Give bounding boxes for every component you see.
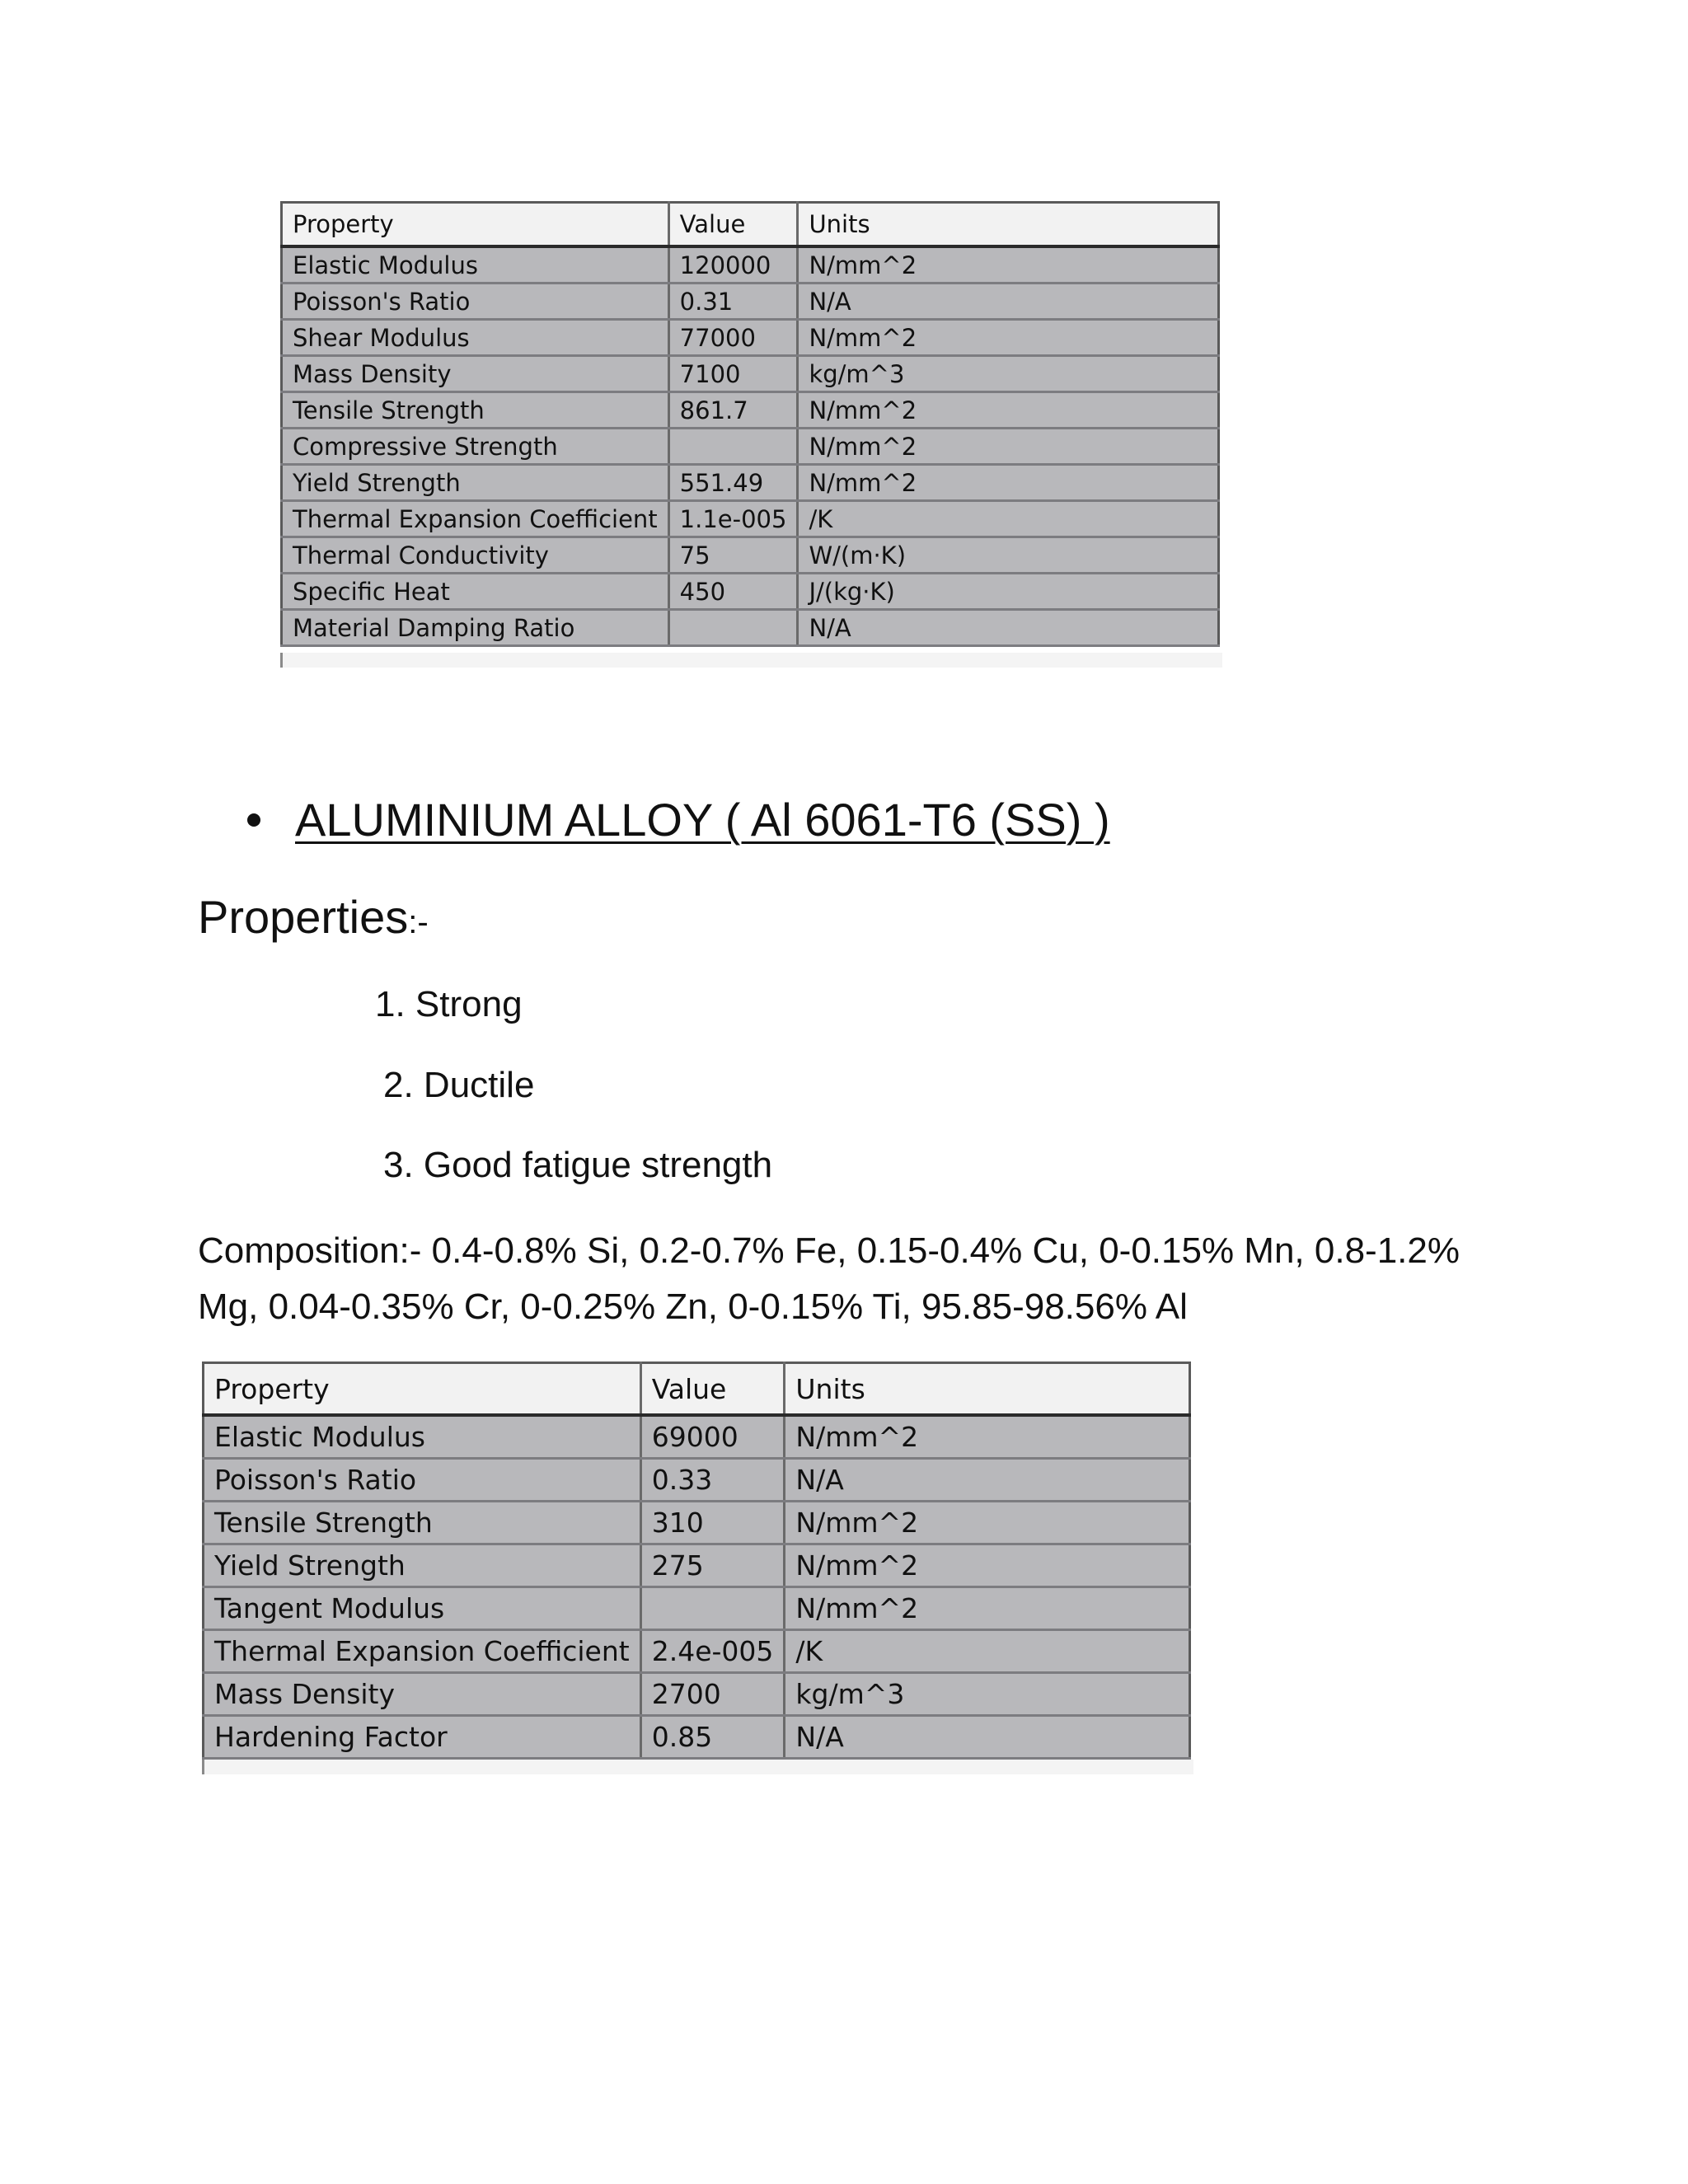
table-row bbox=[282, 320, 1219, 356]
composition-text: Composition:- 0.4-0.8% Si, 0.2-0.7% Fe, 0.15-0.4% Cu, 0-0.15% Mn, 0.8-1.2% Mg, 0.04-0.35% Cr, 0-0.25% Zn, 0-0.15% Ti, 95.85-98.56% Al bbox=[198, 1230, 1460, 1327]
property-cell: Compressive Strength bbox=[282, 429, 669, 465]
value-cell: 7100 bbox=[668, 356, 798, 392]
table-row bbox=[282, 356, 1219, 392]
value-cell bbox=[668, 610, 798, 646]
table-row bbox=[282, 246, 1219, 284]
table-row bbox=[204, 1587, 1190, 1630]
properties-table bbox=[280, 201, 1220, 647]
property-cell: Mass Density bbox=[204, 1673, 641, 1716]
property-cell: Tensile Strength bbox=[204, 1502, 641, 1544]
table-row bbox=[204, 1544, 1190, 1587]
table-row bbox=[282, 610, 1219, 646]
units-cell: /K bbox=[798, 501, 1219, 537]
table-row bbox=[204, 1415, 1190, 1459]
column-header-property: Property bbox=[204, 1363, 641, 1416]
properties-label: Properties bbox=[198, 891, 409, 943]
property-cell: Poisson's Ratio bbox=[282, 284, 669, 320]
table-bottom-edge bbox=[280, 653, 1222, 668]
table-row bbox=[204, 1673, 1190, 1716]
value-cell: 0.85 bbox=[640, 1716, 785, 1759]
property-cell: Yield Strength bbox=[282, 465, 669, 501]
list-item: 3. Good fatigue strength bbox=[383, 1145, 773, 1185]
table-row bbox=[204, 1502, 1190, 1544]
property-cell: Specific Heat bbox=[282, 574, 669, 610]
value-cell bbox=[668, 429, 798, 465]
units-cell: N/mm^2 bbox=[785, 1544, 1190, 1587]
value-cell: 310 bbox=[640, 1502, 785, 1544]
units-cell: /K bbox=[785, 1630, 1190, 1673]
property-cell: Mass Density bbox=[282, 356, 669, 392]
value-cell: 2.4e-005 bbox=[640, 1630, 785, 1673]
column-header-units: Units bbox=[785, 1363, 1190, 1416]
property-cell: Shear Modulus bbox=[282, 320, 669, 356]
property-cell: Tensile Strength bbox=[282, 392, 669, 429]
units-cell: kg/m^3 bbox=[785, 1673, 1190, 1716]
value-cell: 551.49 bbox=[668, 465, 798, 501]
value-cell: 120000 bbox=[668, 246, 798, 284]
table-row bbox=[282, 537, 1219, 574]
value-cell: 1.1e-005 bbox=[668, 501, 798, 537]
property-cell: Thermal Conductivity bbox=[282, 537, 669, 574]
value-cell: 75 bbox=[668, 537, 798, 574]
property-cell: Elastic Modulus bbox=[204, 1415, 641, 1459]
units-cell: N/A bbox=[798, 284, 1219, 320]
property-cell: Hardening Factor bbox=[204, 1716, 641, 1759]
table-bottom-edge bbox=[202, 1760, 1193, 1774]
table-row bbox=[282, 501, 1219, 537]
table-row bbox=[282, 392, 1219, 429]
list-item: 1. Strong bbox=[375, 984, 523, 1024]
material-properties-table-2 bbox=[202, 1361, 1191, 1760]
units-cell: N/mm^2 bbox=[785, 1502, 1190, 1544]
units-cell: N/mm^2 bbox=[798, 465, 1219, 501]
property-cell: Material Damping Ratio bbox=[282, 610, 669, 646]
value-cell: 0.33 bbox=[640, 1459, 785, 1502]
properties-suffix: :- bbox=[408, 904, 429, 940]
section-heading bbox=[247, 793, 1110, 846]
property-cell: Yield Strength bbox=[204, 1544, 641, 1587]
property-cell: Poisson's Ratio bbox=[204, 1459, 641, 1502]
properties-table bbox=[202, 1361, 1191, 1760]
value-cell: 275 bbox=[640, 1544, 785, 1587]
property-cell: Thermal Expansion Coefficient bbox=[204, 1630, 641, 1673]
value-cell bbox=[640, 1587, 785, 1630]
property-cell: Thermal Expansion Coefficient bbox=[282, 501, 669, 537]
units-cell: N/A bbox=[798, 610, 1219, 646]
property-cell: Elastic Modulus bbox=[282, 246, 669, 284]
units-cell: N/A bbox=[785, 1716, 1190, 1759]
bullet-icon bbox=[247, 813, 260, 827]
table-row bbox=[282, 284, 1219, 320]
column-header-value: Value bbox=[640, 1363, 785, 1416]
value-cell: 861.7 bbox=[668, 392, 798, 429]
table-header-row bbox=[282, 203, 1219, 247]
value-cell: 2700 bbox=[640, 1673, 785, 1716]
value-cell: 77000 bbox=[668, 320, 798, 356]
table-row bbox=[204, 1716, 1190, 1759]
table-row bbox=[204, 1459, 1190, 1502]
value-cell: 0.31 bbox=[668, 284, 798, 320]
column-header-units: Units bbox=[798, 203, 1219, 247]
value-cell: 450 bbox=[668, 574, 798, 610]
units-cell: N/mm^2 bbox=[785, 1415, 1190, 1459]
units-cell: W/(m·K) bbox=[798, 537, 1219, 574]
table-row bbox=[282, 574, 1219, 610]
properties-heading bbox=[198, 890, 429, 944]
units-cell: N/mm^2 bbox=[785, 1587, 1190, 1630]
value-cell: 69000 bbox=[640, 1415, 785, 1459]
units-cell: kg/m^3 bbox=[798, 356, 1219, 392]
column-header-property: Property bbox=[282, 203, 669, 247]
units-cell: N/mm^2 bbox=[798, 320, 1219, 356]
table-header-row bbox=[204, 1363, 1190, 1416]
table-row bbox=[204, 1630, 1190, 1673]
list-item: 2. Ductile bbox=[383, 1065, 535, 1105]
units-cell: J/(kg·K) bbox=[798, 574, 1219, 610]
section-heading-text: ALUMINIUM ALLOY ( Al 6061-T6 (SS) ) bbox=[295, 794, 1110, 846]
table-row bbox=[282, 429, 1219, 465]
units-cell: N/mm^2 bbox=[798, 246, 1219, 284]
units-cell: N/mm^2 bbox=[798, 392, 1219, 429]
material-properties-table-1 bbox=[280, 201, 1220, 647]
table-row bbox=[282, 465, 1219, 501]
column-header-value: Value bbox=[668, 203, 798, 247]
units-cell: N/A bbox=[785, 1459, 1190, 1502]
property-cell: Tangent Modulus bbox=[204, 1587, 641, 1630]
units-cell: N/mm^2 bbox=[798, 429, 1219, 465]
